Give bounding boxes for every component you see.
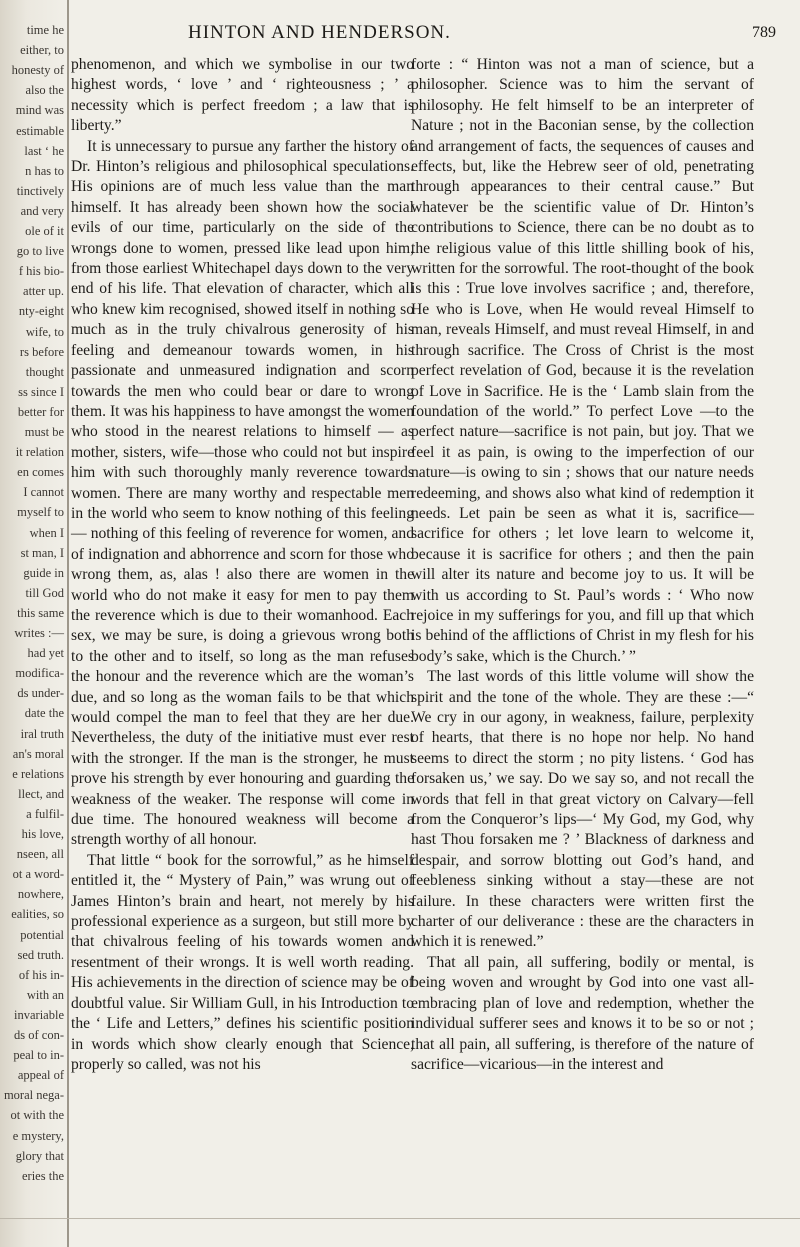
gutter-text-fragment: tinctively (16, 183, 64, 198)
gutter-text-fragment: writes :— (14, 626, 64, 640)
gutter-text-fragment: n has to (25, 163, 64, 178)
gutter-text-fragment: ds of con- (14, 1028, 64, 1042)
gutter-text-fragment: this same (17, 605, 64, 620)
page-header (0, 22, 800, 46)
gutter-text-fragment: either, to (20, 43, 64, 58)
gutter-text-fragment: when I (29, 525, 64, 540)
page-bottom-edge (0, 1218, 800, 1219)
gutter-text-fragment: iral truth (20, 726, 64, 741)
gutter-text-fragment: an's moral (12, 746, 64, 761)
gutter-text-fragment: must be (24, 425, 64, 439)
gutter-text-fragment: e mystery, (12, 1128, 64, 1143)
gutter-text-fragment: guide in (23, 565, 64, 580)
gutter-text-fragment: till God (25, 585, 64, 600)
gutter-text-fragment: potential (20, 927, 64, 942)
gutter-text-fragment: ds under- (17, 686, 64, 701)
gutter-text-fragment: st man, I (20, 545, 64, 560)
paragraph: It is unnecessary to pursue any farther the history of Dr. Hinton’s religious and philosophical speculations. His opinions are of much less value than the man himself. It has already been shown how the social evils of our time, particularly on the side of the wrongs done to women, pressed like lead upon him, from those earliest Whitechapel days down to the very end of his life. That elevation of character, which all who knew kim recognised, showed itself in nothing so much as in the truly chivalrous generosity of his feeling and demeanour towards women, in his passionate and unmeasured indignation and scorn towards the men who could bear or dare to wrong them. It was his happiness to have amongst the women who stood in the nearest relations to himself — as mother, sisters, wife—those who could not but inspire him with such thoroughly manly reverence towards women. There are many worthy and respectable men in the world who seem to know nothing of this feeling— nothing of this feeling of reverence for women, and of indignation and abhorrence and scorn for those who wrong them, as, alas ! also there are women in the world who do not make it easy for men to pay them the reverence which is due to their womanhood. Each sex, we may be sure, is doing a grievous wrong both to the other and to itself, so long as the man refuses the honour and the reverence which are the woman’s due, and so long as the woman fails to be that which would compel the man to feel that they are her due. Nevertheless, the duty of the initiative must ever rest with the stronger. If the man is the stronger, he must prove his strength by ever honouring and guarding the weakness of the weaker. The response will come in due time. The honoured weakness will become a strength worthy of all honour. (71, 137, 415, 849)
gutter-text-fragment: also the (25, 83, 64, 98)
gutter-text-fragment: go to live (16, 244, 64, 259)
gutter-text-fragment: I cannot (23, 485, 64, 500)
gutter-text-fragment: thought (25, 364, 64, 379)
paragraph: forte : “ Hinton was not a man of science, but a philosopher. Science was to him the servant of philosophy. He felt himself to be an interpreter of Nature ; not in the Baconian sense, by the collection and arrangement of facts, the sequences of causes and effects, but, like the Hebrew seer of old, penetrating through appearances to their central cause.” But whatever be the scientific value of Dr. Hinton’s contributions to Science, there can be no doubt as to the religious value of this little shilling book of his, written for the sorrowful. The root-thought of the book is this : True love involves sacrifice ; and, therefore, He who is Love, when He would reveal Himself to man, reveals Himself, and must reveal Himself, in and through sacrifice. The Cross of Christ is the most perfect revelation of God, because it is the revelation of Love in Sacrifice. He is the ‘ Lamb slain from the foundation of the world.” To perfect Love —to the perfect nature—sacrifice is not pain, but joy. That we feel it as pain, is owing to the imperfection of our nature—is owing to sin ; shows that our nature needs redeeming, and shows also what kind of redemption it needs. Let pain be seen as what it is, sacrifice—sacrifice for others ; let love learn to welcome it, because it is sacrifice for others ; and then the pain will alter its nature and become joy to us. It will be with us according to St. Paul’s words : ‘ Who now rejoice in my sufferings for you, and fill up that which is behind of the afflictions of Christ in my flesh for his body’s sake, which is the Church.’ ” (411, 56, 754, 665)
gutter-text-fragment: estimable (16, 123, 64, 138)
paragraph: The last words of this little volume will show the spirit and the tone of the whole. They are these :—“ We cry in our agony, in weakness, failure, perplexity of hearts, that there is no hope nor help. No hand seems to direct the storm ; no pity listens. ‘ God has forsaken us,’ we say. Do we say so, and not recall the words that fell in that great victory on Calvary—fell from the Conqueror’s lips—‘ My God, my God, why hast Thou forsaken me ? ’ Blackness of darkness and despair, and sorrow blotting out God’s hand, and feebleness sinking without a stay—these are not failure. In these characters were written first the charter of our deliverance : these are the characters in which it is renewed.” (411, 668, 754, 951)
gutter-text-fragment: glory that (15, 1148, 64, 1163)
text-column-left (71, 55, 414, 1075)
running-title: HINTON AND HENDERSON. (188, 22, 451, 43)
paragraph: That little “ book for the sorrowful,” as he himself entitled it, the “ Mystery of Pain,” was wrung out of James Hinton’s brain and heart, not merely by his professional experience as a surgeon, but still more by that chivalrous feeling of his towards women and resentment of their wrongs. It is well worth reading. His achievements in the direction of science may be of doubtful value. Sir William Gull, in his Introduction to the ‘ Life and Letters,” defines his scientific position in words which show clearly enough that Science, properly so called, was not his (71, 851, 414, 1073)
text-column-right (411, 55, 754, 1075)
gutter-text-fragment: time he (26, 23, 64, 37)
gutter-text-fragment: last ‘ he (24, 143, 64, 158)
gutter-text-fragment: f his bio- (18, 264, 64, 279)
gutter-text-fragment: ot with the (10, 1108, 64, 1123)
gutter-text-fragment: ot a word- (12, 867, 64, 882)
gutter-text-fragment: e relations (12, 766, 64, 781)
gutter-text-fragment: better for (17, 404, 64, 419)
gutter-text-fragment: llect, and (18, 786, 64, 801)
gutter-text-fragment: date the (24, 706, 64, 721)
gutter-fold (67, 0, 69, 1247)
adjacent-page-margin (0, 0, 68, 1247)
gutter-text-fragment: with an (26, 987, 64, 1002)
gutter-text-fragment: and very (20, 203, 64, 218)
gutter-text-fragment: eries the (22, 1168, 64, 1183)
gutter-text-fragment: ss since I (18, 384, 64, 399)
gutter-text-fragment: moral nega- (3, 1088, 64, 1103)
gutter-text-fragment: a fulfil- (26, 806, 64, 821)
gutter-text-fragment: nty-eight (18, 304, 64, 319)
paragraph: phenomenon, and which we symbolise in our two highest words, ‘ love ’ and ‘ righteousness ; ’ a necessity which is perfect freedom ; a law that is liberty.” (71, 56, 414, 135)
gutter-text-fragment: invariable (14, 1007, 64, 1022)
gutter-text-fragment: mind was (15, 103, 64, 118)
gutter-text-fragment: of his in- (18, 967, 64, 982)
gutter-text-fragment: nseen, all (16, 847, 64, 862)
gutter-text-fragment: rs before (19, 344, 64, 359)
gutter-text-fragment: sed truth. (17, 947, 64, 962)
gutter-text-fragment: atter up. (23, 284, 64, 299)
gutter-text-fragment: myself to (17, 505, 64, 520)
gutter-text-fragment: had yet (27, 646, 64, 661)
gutter-text-fragment: honesty of (11, 63, 64, 78)
gutter-text-fragment: appeal of (17, 1068, 64, 1083)
gutter-text-fragment: modifica- (15, 666, 64, 681)
gutter-text-fragment: his love, (21, 827, 64, 841)
gutter-text-fragment: en comes (17, 465, 64, 480)
gutter-text-fragment: ealities, so (11, 907, 64, 922)
paragraph: That all pain, all suffering, bodily or mental, is being woven and wrought by God into one vast all-embracing plan of love and redemption, whether the individual sufferer sees and knows it to be so or not ; that all pain, all suffering, is therefore of the nature of sacrifice—vicarious—in the interest and (411, 953, 754, 1073)
gutter-text-fragment: nowhere, (17, 887, 64, 902)
gutter-text-fragment: ole of it (25, 224, 64, 238)
page-number: 789 (752, 24, 776, 41)
gutter-text-fragment: peal to in- (13, 1048, 64, 1063)
gutter-text-fragment: it relation (15, 445, 64, 460)
gutter-text-fragment: wife, to (25, 324, 64, 339)
